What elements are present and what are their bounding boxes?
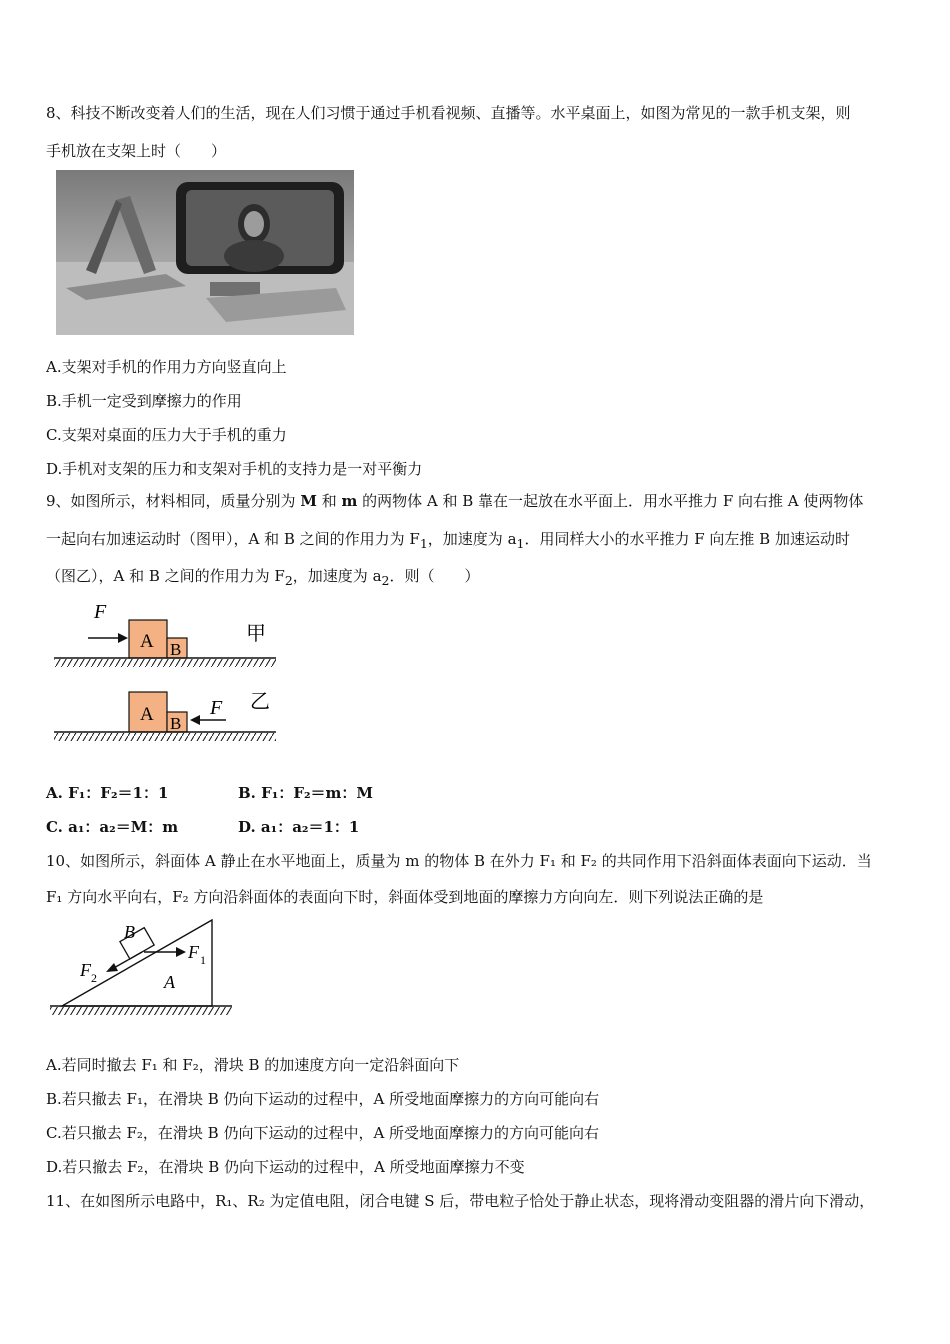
svg-text:甲: 甲 [246, 623, 266, 645]
svg-text:B: B [124, 922, 135, 942]
q10-stem-line2: F₁ 方向水平向右，F₂ 方向沿斜面体的表面向下时，斜面体受到地面的摩擦力方向向左．则下列说法正确的是 [46, 888, 764, 906]
svg-text:乙: 乙 [250, 691, 270, 713]
q10-incline-figure [46, 916, 246, 1026]
q10-stem-line1: 10、如图所示，斜面体 A 静止在水平地面上，质量为 m 的物体 B 在外力 F₁ 和 F₂ 的共同作用下沿斜面体表面向下运动．当 [46, 852, 872, 870]
q9-option-c: C. a₁：a₂＝M：m [46, 818, 179, 836]
svg-text:A: A [140, 631, 154, 652]
svg-text:1: 1 [200, 953, 206, 967]
q9-stem-line1: 9、如图所示，材料相同，质量分别为 M 和 m 的两物体 A 和 B 靠在一起放在水平面上．用水平推力 F 向右推 A 使两物体 [46, 492, 864, 510]
svg-text:F: F [80, 960, 91, 980]
q9-option-d: D. a₁：a₂＝1：1 [238, 818, 360, 836]
svg-text:2: 2 [91, 971, 97, 985]
svg-text:A: A [164, 972, 175, 992]
q9-option-a: A. F₁：F₂＝1：1 [46, 784, 169, 802]
q8-option-c: C.支架对桌面的压力大于手机的重力 [46, 426, 287, 444]
q9-figure [50, 596, 290, 756]
q10-option-a: A.若同时撤去 F₁ 和 F₂，滑块 B 的加速度方向一定沿斜面向下 [46, 1056, 460, 1074]
q11-stem-line1: 11、在如图所示电路中，R₁、R₂ 为定值电阻，闭合电键 S 后，带电粒子恰处于静止状态，现将滑动变阻器的滑片向下滑动， [46, 1192, 875, 1210]
fig-yi-force-label: F [210, 697, 223, 719]
q9-stem-line2: 一起向右加速运动时（图甲），A 和 B 之间的作用力为 $F_1$，加速度为 $a_1$．用同样大小的水平推力 F 向左推 B 加速运动时 [46, 530, 850, 551]
fig-jia-force-label: F [94, 601, 107, 623]
q8-stem-line2: 手机放在支架上时（ ） [46, 142, 227, 160]
q8-option-b: B.手机一定受到摩擦力的作用 [46, 392, 242, 410]
q8-stem-line1: 8、科技不断改变着人们的生活，现在人们习惯于通过手机看视频、直播等。水平桌面上，如图为常见的一款手机支架，则 [46, 104, 851, 122]
q8-option-a: A.支架对手机的作用力方向竖直向上 [46, 358, 287, 376]
svg-text:A: A [140, 704, 154, 725]
q9-stem-line3: （图乙），A 和 B 之间的作用力为 $F_2$，加速度为 $a_2$．则（ ） [46, 567, 480, 588]
q10-option-c: C.若只撤去 F₂，在滑块 B 仍向下运动的过程中，A 所受地面摩擦力的方向可能向右 [46, 1124, 600, 1142]
q8-option-d: D.手机对支架的压力和支架对手机的支持力是一对平衡力 [46, 460, 423, 478]
q10-option-d: D.若只撤去 F₂，在滑块 B 仍向下运动的过程中，A 所受地面摩擦力不变 [46, 1158, 525, 1176]
svg-text:B: B [170, 714, 182, 733]
q10-option-b: B.若只撤去 F₁，在滑块 B 仍向下运动的过程中，A 所受地面摩擦力的方向可能向右 [46, 1090, 600, 1108]
svg-text:B: B [170, 640, 182, 659]
svg-text:F: F [188, 942, 199, 962]
phone-stand-photo [56, 170, 354, 335]
q9-option-b: B. F₁：F₂＝m：M [238, 784, 374, 802]
